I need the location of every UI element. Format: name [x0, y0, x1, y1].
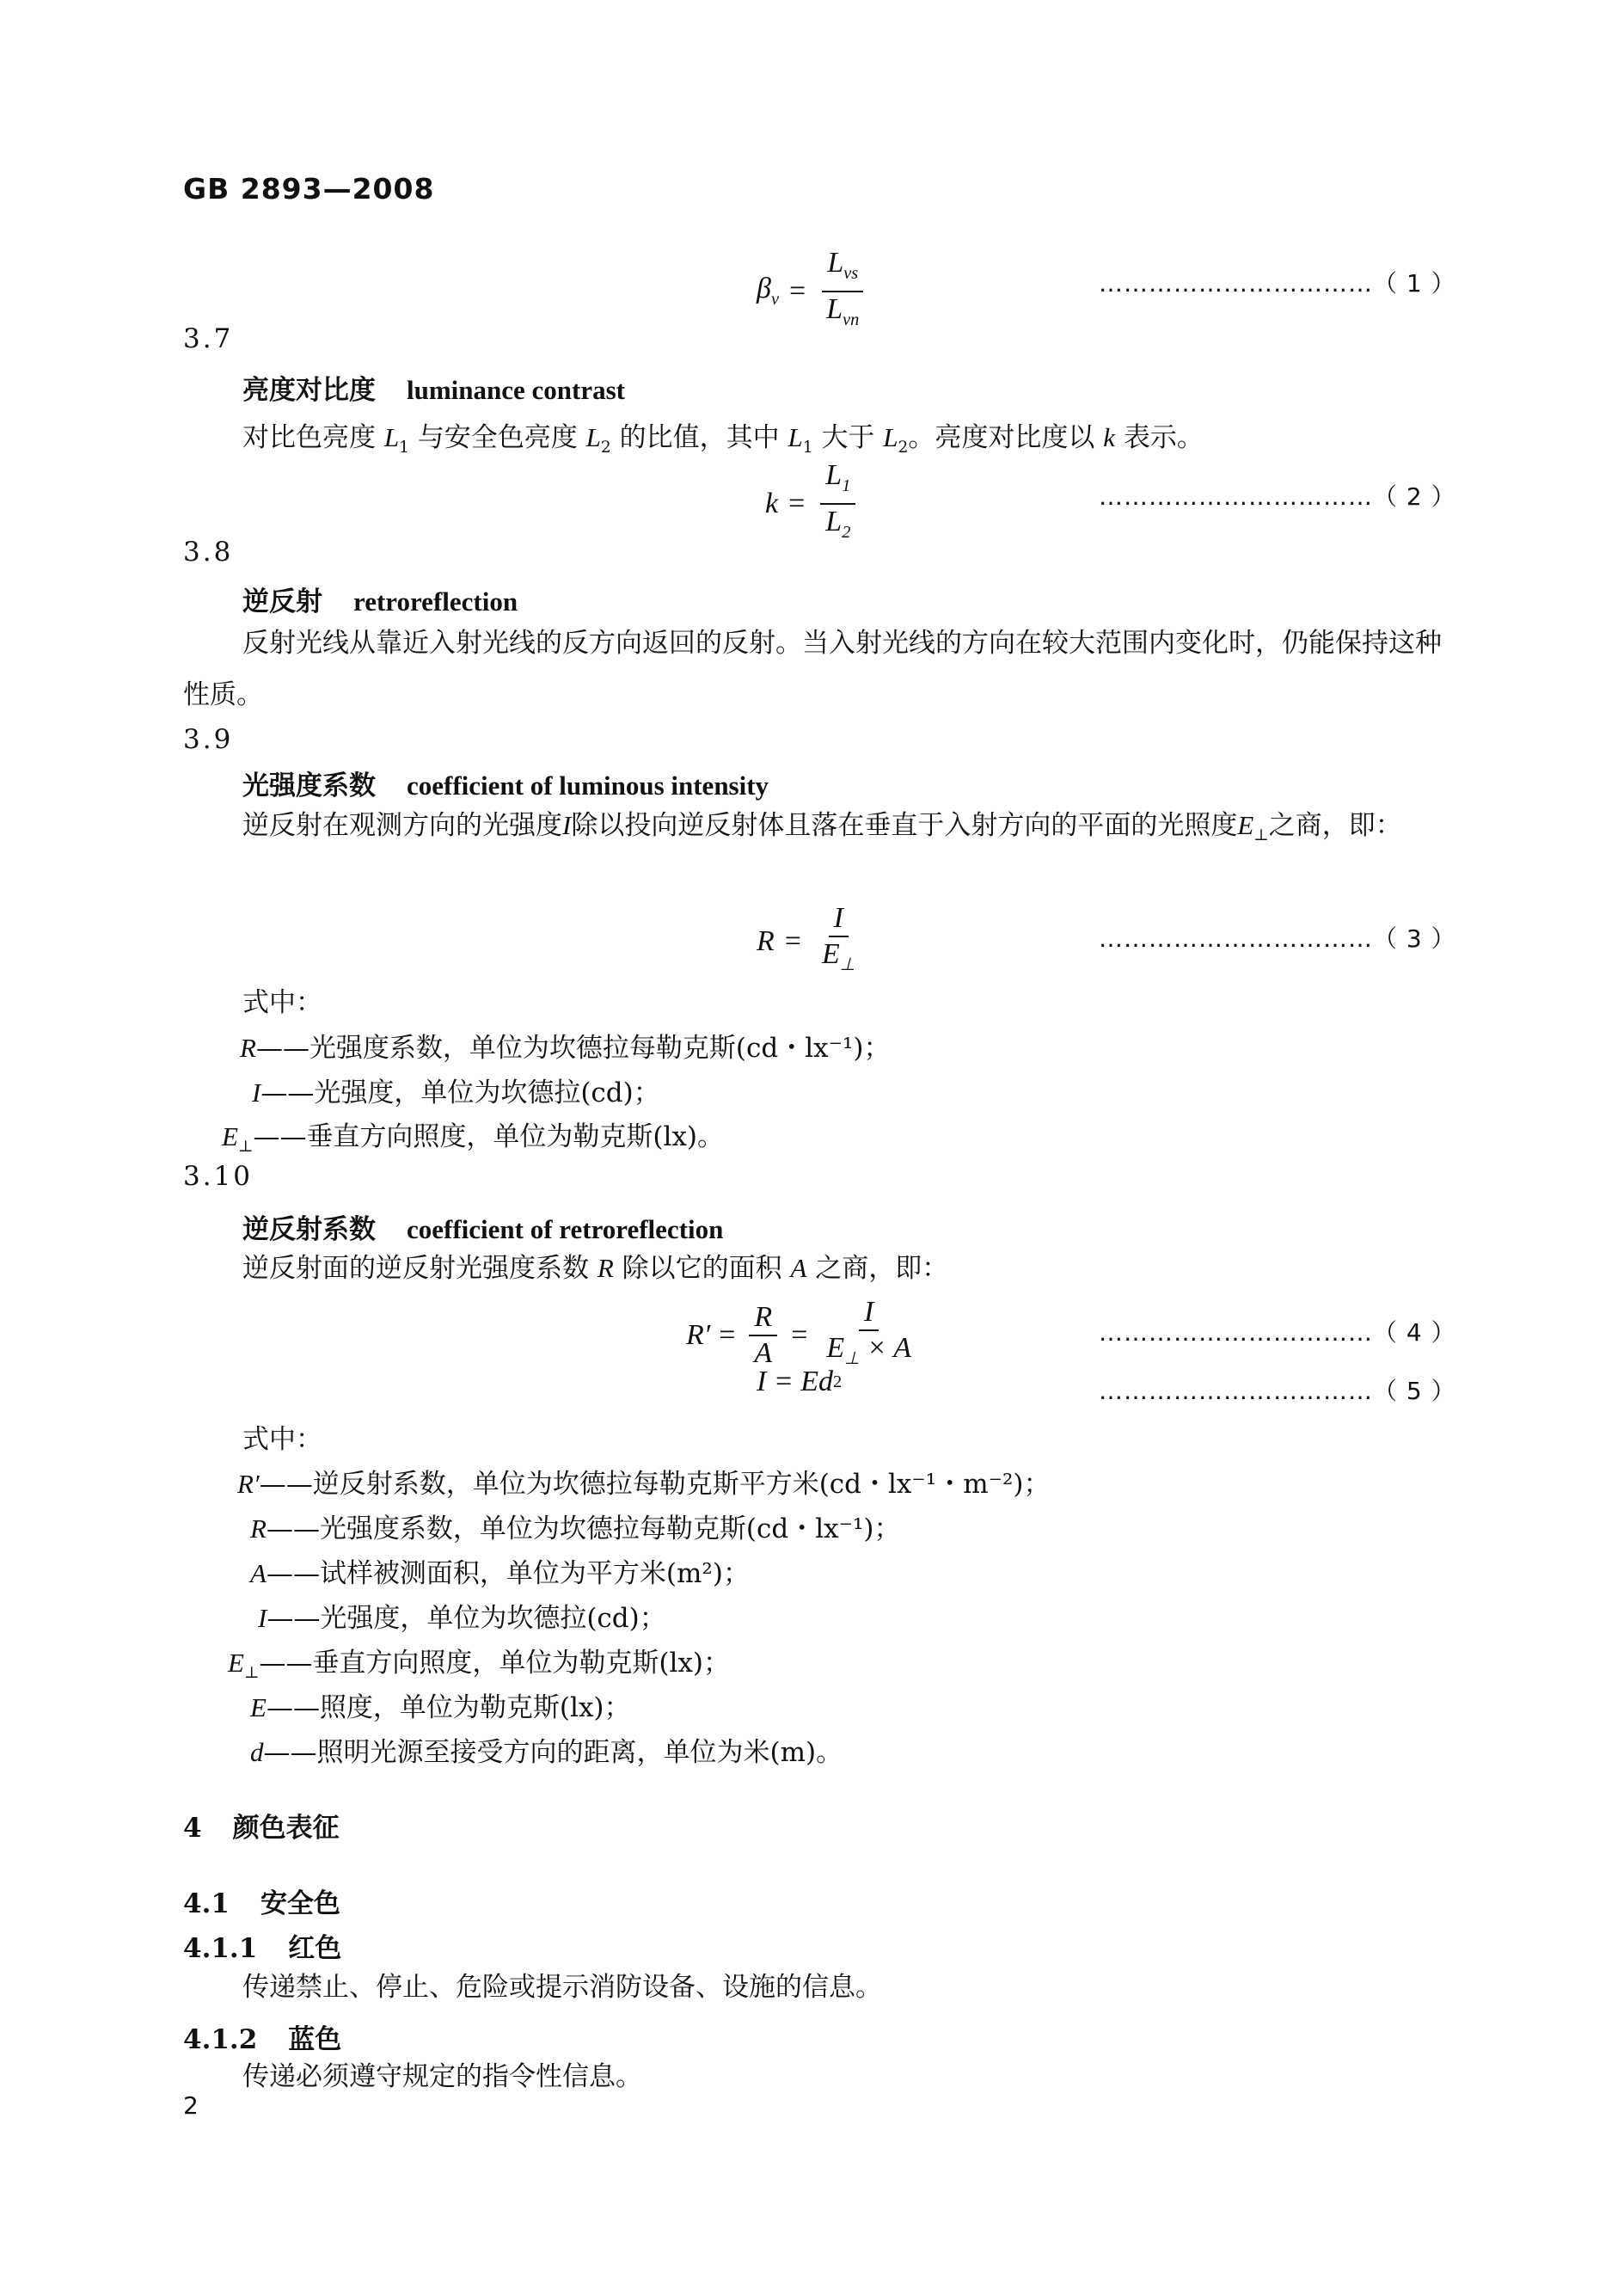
page-number: 2 — [183, 2091, 199, 2120]
variable-definition: R′——逆反射系数，单位为坎德拉每勒克斯平方米(cd・lx⁻¹・m⁻²)； — [237, 1469, 1051, 1500]
equation-3: R = $\frac{I}{E_\perp}$ — [757, 902, 855, 974]
definition-text: 逆反射在观测方向的光强度I除以投向逆反射体且落在垂直于入射方向的平面的光照度$E_\perp$之商，即： — [242, 810, 1402, 845]
variable-definition: E——照度，单位为勒克斯(lx)； — [250, 1692, 631, 1723]
variable-definition: A——试样被测面积，单位为平方米(m²)； — [250, 1558, 750, 1589]
equation-number-1: ……………………………（ 1 ） — [1099, 269, 1456, 298]
definition-text: 反射光线从靠近入射光线的反方向返回的反射。当入射光线的方向在较大范围内变化时，仍能保持这种性质。 — [183, 628, 1442, 710]
equation-number-5: ……………………………（ 5 ） — [1099, 1377, 1456, 1405]
equation-5: I = Ed 2 — [757, 1366, 843, 1397]
variable-definition: d——照明光源至接受方向的距离，单位为米(m)。 — [250, 1737, 843, 1768]
subsection-heading: 4.1.2 蓝色 — [183, 2024, 342, 2055]
clause-number: 3.7 — [183, 323, 234, 354]
variable-definition: $E_\perp——$垂直方向照度，单位为勒克斯(lx)。 — [222, 1121, 725, 1157]
equation-1: $\beta_v$ = $\frac{L_{vs}}{L_{vn}}$ — [757, 248, 869, 335]
variable-definition: R——光强度系数，单位为坎德拉每勒克斯(cd・lx⁻¹)； — [250, 1513, 901, 1544]
where-label: 式中： — [242, 987, 322, 1018]
definition-text: 对比色亮度 $L_1$ 与安全色亮度 $L_2$ 的比值，其中 $L_1$ 大于 $L_2$。亮度对比度以 k 表示。 — [242, 422, 1204, 457]
term-heading: 逆反射系数 coefficient of retroreflection — [242, 1214, 724, 1245]
equation-2: k = $\frac{L_1}{L_2}$ — [765, 460, 861, 548]
term-heading: 光强度系数 coefficient of luminous intensity — [242, 770, 769, 801]
subsection-heading: 4.1 安全色 — [183, 1888, 340, 1919]
variable-definition: I——光强度，单位为坎德拉(cd)； — [252, 1077, 660, 1108]
equation-number-2: ……………………………（ 2 ） — [1099, 482, 1456, 511]
equation-number-4: ……………………………（ 4 ） — [1099, 1318, 1456, 1347]
equation-number-3: ……………………………（ 3 ） — [1099, 924, 1456, 953]
variable-definition: R——光强度系数，单位为坎德拉每勒克斯(cd・lx⁻¹)； — [240, 1033, 891, 1064]
clause-number: 3.8 — [183, 537, 234, 568]
where-label: 式中： — [242, 1424, 322, 1455]
definition-text: 传递必须遵守规定的指令性信息。 — [242, 2061, 642, 2092]
term-heading: 亮度对比度 luminance contrast — [242, 375, 626, 406]
clause-number: 3.9 — [183, 724, 234, 755]
equation-4: R′ = $\frac{R}{A}$ = $\frac{I}{E_\perp \times A}$ — [686, 1296, 912, 1369]
variable-definition: I——光强度，单位为坎德拉(cd)； — [258, 1603, 666, 1634]
definition-text: 传递禁止、停止、危险或提示消防设备、设施的信息。 — [242, 1972, 882, 2003]
term-heading: 逆反射 retroreflection — [242, 586, 518, 617]
variable-definition: $E_\perp——$垂直方向照度，单位为勒克斯(lx)； — [228, 1648, 731, 1683]
fraction: $\frac{L_{vs}}{L_{vn}}$ — [821, 248, 864, 335]
clause-number: 3.10 — [183, 1161, 254, 1192]
section-heading: 4 颜色表征 — [183, 1813, 340, 1844]
definition-text: 逆反射面的逆反射光强度系数 R 除以它的面积 A 之商，即： — [242, 1253, 949, 1284]
subsection-heading: 4.1.1 红色 — [183, 1933, 342, 1964]
standard-header: GB 2893—2008 — [183, 172, 435, 206]
